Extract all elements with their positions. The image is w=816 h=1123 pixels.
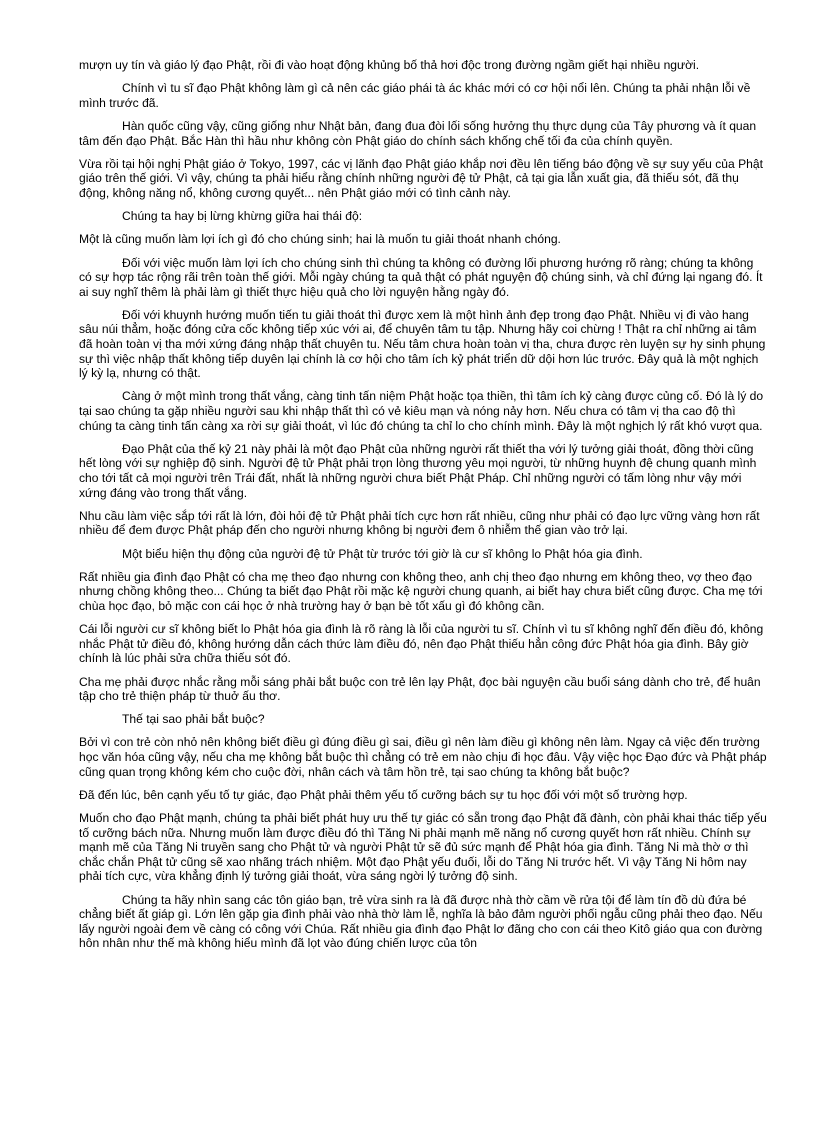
body-paragraph: Đối với khuynh hướng muốn tiến tu giải thoát thì được xem là một hình ảnh đẹp trong đạo Phật. Nhiều vị đi vào hang sâu núi thẳm, hoặc đóng cửa cốc không tiếp xúc với ai, để chuyên tâm tu tập. Nhưng hãy coi chừng ! Thật ra chỉ những ai tâm đã hoàn toàn vị tha mới xứng đáng nhập thất chuyên tu. Nếu tâm chưa hoàn toàn vị tha, chưa được rèn luyện sự hy sinh phụng sự thì việc nhập thất không tiếp duyên lại chính là cơ hội cho tâm ích kỷ phát triển dữ dội hơn lúc trước. Đây quả là một nghịch lý kỳ lạ, nhưng có thật. <box>79 307 766 381</box>
body-paragraph: Càng ở một mình trong thất vắng, càng tinh tấn niệm Phật hoặc tọa thiền, thì tâm ích kỷ càng được củng cố. Đó là lý do tại sao chúng ta gặp nhiều người sau khi nhập thất thì có vẻ kiêu mạn và nóng nảy hơn. Nếu chưa có tâm vị tha cao độ thì chúng ta càng tinh tấn càng xa rời sự giải thoát, vì lúc đó chúng ta chỉ lo cho chính mình. Đây là một nghịch lý rất khó vượt qua. <box>79 389 764 433</box>
body-paragraph: mượn uy tín và giáo lý đạo Phật, rồi đi vào hoạt động khủng bố thả hơi độc trong đường ngầm giết hại nhiều người. <box>79 58 700 72</box>
body-paragraph: Bởi vì con trẻ còn nhỏ nên không biết điều gì đúng điều gì sai, điều gì nên làm điều gì không nên làm. Ngay cả việc đến trường học văn hóa cũng vậy, nếu cha mẹ không bắt buộc thì chẳng có trẻ em nào chịu đi học đâu. Vậy việc học Đạo đức và Phật pháp cũng quan trọng không kém cho cuộc đời, nhân cách và tâm hồn trẻ, tại sao chúng ta không bắt buộc? <box>79 735 767 779</box>
body-paragraph: Một là cũng muốn làm lợi ích gì đó cho chúng sinh; hai là muốn tu giải thoát nhanh chóng. <box>79 232 561 247</box>
body-paragraph: Hàn quốc cũng vậy, cũng giống như Nhật bản, đang đua đòi lối sống hưởng thụ thực dụng của Tây phương và ít quan tâm đến đạo Phật. Bắc Hàn thì hầu như không còn Phật giáo do chính sách khống chế tối đa của chính quyền. <box>79 118 757 148</box>
body-paragraph: Nhu cầu làm việc sắp tới rất là lớn, đòi hỏi đệ tử Phật phải tích cực hơn rất nhiều, cũng như phải có đạo lực vững vàng hơn rất nhiều để đem được Phật pháp đến cho người nhưng không bị người đem ô nhiễm thế gian vào trở lại. <box>79 508 760 538</box>
body-paragraph: Rất nhiều gia đình đạo Phật có cha mẹ theo đạo nhưng con không theo, anh chị theo đạo nhưng em không theo, vợ theo đạo nhưng chồng không theo... Chúng ta biết đạo Phật rồi mặc kệ người chung quanh, ai biết hay chưa biết cũng được. Cha mẹ tới chùa học đạo, bỏ mặc con cái học ở nhà trường hay ở bạn bè tốt xấu gì đó không cần. <box>79 569 763 613</box>
body-paragraph: Chúng ta hãy nhìn sang các tôn giáo bạn, trẻ vừa sinh ra là đã được nhà thờ cầm về rửa tội để làm tín đồ dù đứa bé chẳng biết ất giáp gì. Lớn lên gặp gia đình phải vào nhà thờ làm lễ, nghĩa là bảo đảm người phối ngẫu cũng phải theo đạo. Nếu lấy người ngoài đem về càng có công với Chúa. Rất nhiều gia đình đạo Phật lơ đãng cho con cái theo Kitô giáo qua con đường hôn nhân như thế mà không hiểu mình đã lọt vào đúng chiến lược của tôn <box>79 892 763 951</box>
body-paragraph: Muốn cho đạo Phật mạnh, chúng ta phải biết phát huy ưu thế tự giác có sẵn trong đạo Phật đã đành, còn phải khai thác tiếp yếu tố cưỡng bách nữa. Nhưng muốn làm được điều đó thì Tăng Ni phải mạnh mẽ năng nổ cương quyết hơn rất nhiều. Chính sự mạnh mẽ của Tăng Ni truyền sang cho Phật tử và người Phật tử sẽ đủ sức mạnh để Phật hóa gia đình. Tăng Ni mà thờ ơ thì chắc chắn Phật tử cũng sẽ xao nhãng trách nhiệm. Một đạo Phật yếu đuối, lỗi do Tăng Ni trước hết. Vì vậy Tăng Ni hôm nay phải tích cực, vừa khẳng định lý tưởng giải thoát, vừa sáng ngời lý tưởng độ sinh. <box>79 811 767 884</box>
body-paragraph: Đạo Phật của thế kỷ 21 này phải là một đạo Phật của những người rất thiết tha với lý tưởng giải thoát, đồng thời cũng hết lòng với sự nghiệp độ sinh. Người đệ tử Phật phải trọn lòng thương yêu mọi người, từ những huynh đệ chung quanh mình cho tới tất cả mọi người trên Trái đất, nhất là những người chưa biết Phật Pháp. Chỉ những người có tấm lòng như vậy mới xứng đáng vào trong thất vắng. <box>79 441 757 500</box>
body-paragraph: Vừa rồi tại hội nghị Phật giáo ở Tokyo, 1997, các vị lãnh đạo Phật giáo khắp nơi đều lên tiếng báo động về sự suy yếu của Phật giáo trên thế giới. Vì vậy, chúng ta phải hiểu rằng chính những người đệ tử Phật, cả tại gia lẫn xuất gia, đã thiếu sót, đã thụ động, không năng nổ, không cương quyết... nên Phật giáo mới có tình cảnh này. <box>79 156 763 200</box>
body-paragraph: Chúng ta hay bị lừng khừng giữa hai thái độ: <box>122 209 363 224</box>
document-page <box>79 58 769 960</box>
body-paragraph: Thế tại sao phải bắt buộc? <box>122 712 265 727</box>
body-paragraph: Chính vì tu sĩ đạo Phật không làm gì cả nên các giáo phái tà ác khác mới có cơ hội nổi lên. Chúng ta phải nhận lỗi về mình trước đã. <box>79 81 751 110</box>
body-paragraph: Một biểu hiện thụ động của người đệ tử Phật từ trước tới giờ là cư sĩ không lo Phật hóa gia đình. <box>122 546 643 561</box>
body-paragraph: Đối với việc muốn làm lợi ích cho chúng sinh thì chúng ta không có đường lối phương hướng rõ ràng; chúng ta không có sự hợp tác rộng rãi trên toàn thế giới. Mỗi ngày chúng ta quả thật có phát nguyện độ chúng sinh, và chỉ đứng lại ngang đó. Ít ai suy nghĩ thêm là phải làm gì thiết thực hiệu quả cho lời nguyện hằng ngày đó. <box>79 255 763 299</box>
body-paragraph: Cái lỗi người cư sĩ không biết lo Phật hóa gia đình là rõ ràng là lỗi của người tu sĩ. Chính vì tu sĩ không nghĩ đến điều đó, không nhắc Phật tử điều đó, không hướng dẫn cách thức làm điều đó, nên đạo Phật thiếu hẳn công đức Phật hóa gia đình. Bây giờ chính là lúc phải sửa chữa thiếu sót đó. <box>79 622 764 666</box>
body-paragraph: Đã đến lúc, bên cạnh yếu tố tự giác, đạo Phật phải thêm yếu tố cưỡng bách sự tu học đối với một số trường hợp. <box>79 787 688 802</box>
body-paragraph: Cha mẹ phải được nhắc rằng mỗi sáng phải bắt buộc con trẻ lên lạy Phật, đọc bài nguyện cầu buổi sáng dành cho trẻ, để huân tập cho trẻ thiện pháp từ thuở ấu thơ. <box>79 674 761 704</box>
